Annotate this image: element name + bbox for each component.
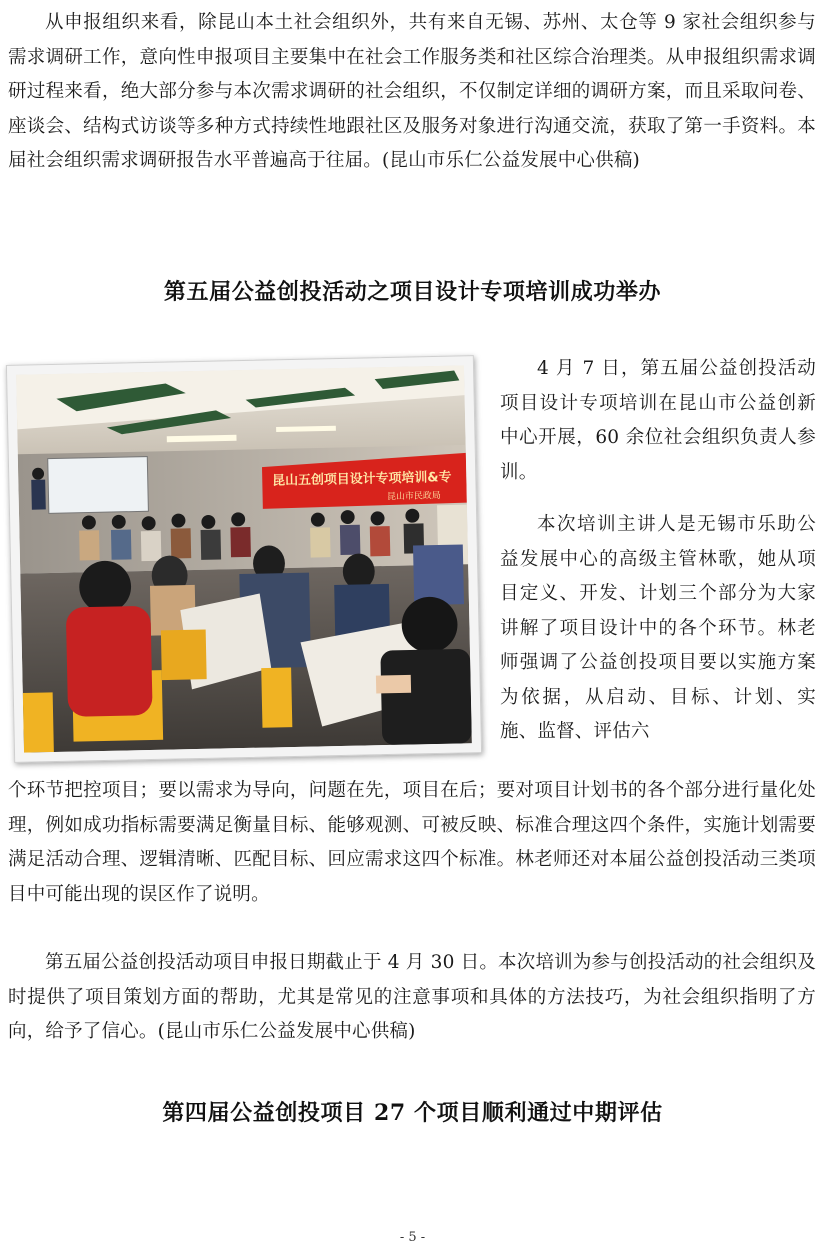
intro-paragraph: 从申报组织来看，除昆山本土社会组织外，共有来自无锡、苏州、太仓等 9 家社会组织参与需求调研工作，意向性申报项目主要集中在社会工作服务类和社区综合治理类。从申报组织需求调研过程来看，绝大部分参与本次需求调研的社会组织，不仅制定详细的调研方案，而且采取问卷、座谈会、结构式访谈等多种方式持续性地跟社区及服务对象进行沟通交流，获取了第一手资料。本届社会组织需求调研报告水平普遍高于往届。(昆山市乐仁公益发展中心供稿): [8, 12, 816, 171]
page-number: - 5 -: [399, 1230, 426, 1245]
training-room-photo: [16, 365, 472, 752]
training-paragraph-2-continued: 个环节把控项目；要以需求为导向，问题在先，项目在后；要对项目计划书的各个部分进行量化处理，例如成功指标需要满足衡量目标、能够观测、可被反映、标准合理这四个条件，实施计划需要满足活动合理、逻辑清晰、匹配目标、回应需求这四个标准。林老师还对本届公益创投活动三类项目中可能出现的误区作了说明。: [8, 780, 816, 905]
banner-text: 昆山五创项目设计专项培训&专: [272, 470, 452, 489]
article-title-training: 第五届公益创投活动之项目设计专项培训成功举办: [163, 279, 662, 305]
training-photo: [6, 355, 482, 763]
training-paragraph-3: 第五届公益创投活动项目申报日期截止于 4 月 30 日。本次培训为参与创投活动的社会组织及时提供了项目策划方面的帮助，尤其是常见的注意事项和具体的方法技巧，为社会组织指明了方向，给予了信心。(昆山市乐仁公益发展中心供稿): [8, 952, 816, 1042]
banner-subtext: 昆山市民政局: [386, 491, 441, 503]
article-title-midterm: 第四届公益创投项目 27 个项目顺利通过中期评估: [162, 1100, 663, 1126]
training-paragraph-1: 4 月 7 日，第五届公益创投活动项目设计专项培训在昆山市公益创新中心开展，60 余位社会组织负责人参训。: [500, 358, 816, 483]
training-paragraph-2-side: 本次培训主讲人是无锡市乐助公益发展中心的高级主管林歌，她从项目定义、开发、计划三个部分为大家讲解了项目设计中的各个环节。林老师强调了公益创投项目要以实施方案为依据，从启动、目标、计划、实施、监督、评估六: [500, 514, 816, 742]
